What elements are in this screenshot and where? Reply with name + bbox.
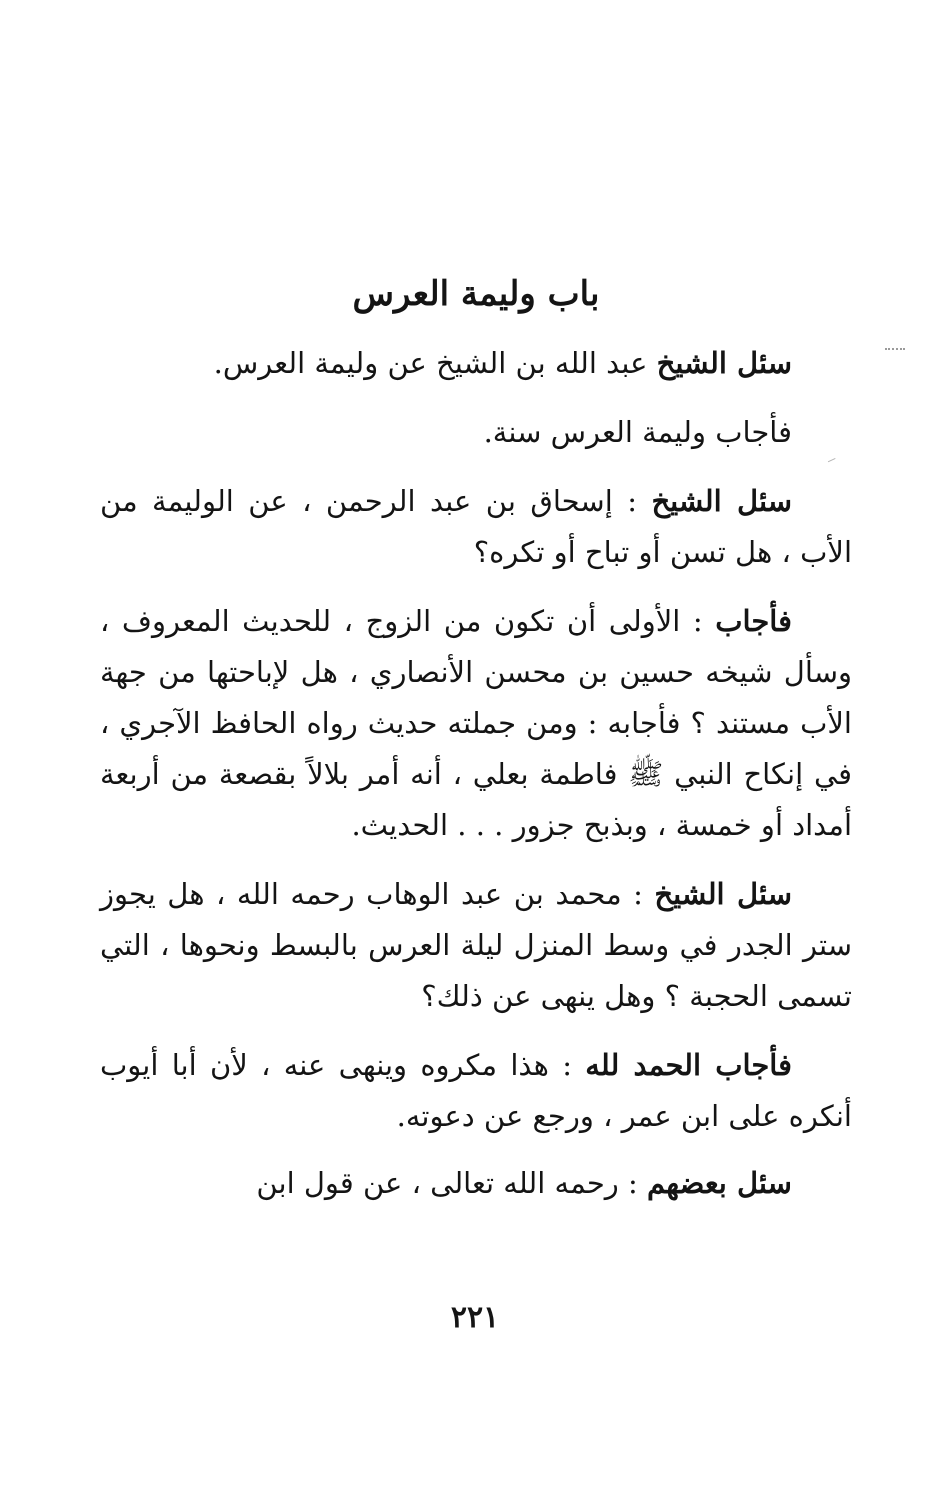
chapter-title: باب وليمة العرس: [352, 274, 600, 314]
paragraph-text: فأجاب وليمة العرس سنة.: [483, 415, 792, 449]
paragraph-answer-1: [100, 407, 852, 458]
page-number: ٢٢١: [450, 1300, 500, 1335]
paragraph-lead: فأجاب الحمد لله: [585, 1048, 792, 1082]
paragraph-lead: سئل الشيخ: [651, 484, 793, 518]
paragraph-lead: سئل الشيخ: [656, 346, 792, 380]
paragraph-answer-3: [100, 1040, 852, 1142]
paragraph-lead: فأجاب: [715, 604, 792, 638]
document-page: [100, 268, 852, 1227]
paragraph-text: : رحمه الله تعالى ، عن قول ابن: [256, 1166, 647, 1200]
scan-artifact-mark: [885, 348, 905, 352]
paragraph-question-3: [100, 869, 852, 1022]
paragraph-text: : الأولى أن تكون من الزوج ، للحديث المعروف ، وسأل شيخه حسين بن محسن الأنصاري ، هل لإباحتها من جهة الأب مستند ؟ فأجابه : ومن جملته حديث رواه الحافظ الآجري ، في إنكاح النبي ﷺ فاطمة بعلي ، أنه أمر بلالاً بقصعة من أربعة أمداد أو خمسة ، وبذبح جزور . . . الحديث.: [100, 604, 852, 842]
paragraph-lead: سئل بعضهم: [647, 1166, 792, 1200]
paragraph-text: : إسحاق بن عبد الرحمن ، عن الوليمة من الأب ، هل تسن أو تباح أو تكره؟: [100, 484, 852, 569]
paragraph-text: عبد الله بن الشيخ عن وليمة العرس.: [213, 346, 657, 380]
paragraph-text: : هذا مكروه وينهى عنه ، لأن أبا أيوب أنكره على ابن عمر ، ورجع عن دعوته.: [100, 1048, 852, 1133]
paragraph-text: : محمد بن عبد الوهاب رحمه الله ، هل يجوز ستر الجدر في وسط المنزل ليلة العرس بالبسط ونحوها ، التي تسمى الحجبة ؟ وهل ينهى عن ذلك؟: [100, 877, 852, 1013]
paragraph-answer-2: [100, 596, 852, 851]
paragraph-question-2: [100, 476, 852, 578]
paragraph-question-1: [100, 338, 852, 389]
paragraph-lead: سئل الشيخ: [654, 877, 792, 911]
paragraph-question-4: [100, 1158, 852, 1209]
